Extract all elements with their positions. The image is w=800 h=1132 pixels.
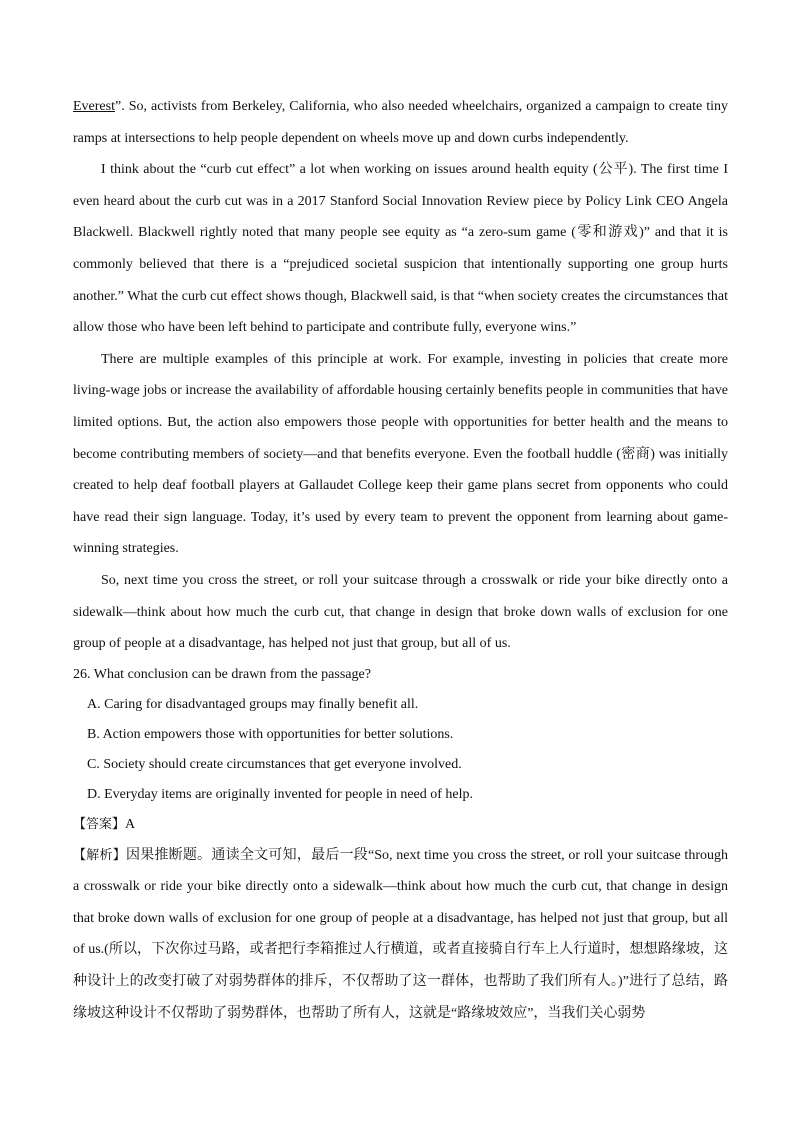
answer-line — [73, 810, 728, 840]
explanation-label: 【解析】 — [73, 847, 126, 863]
passage-paragraph-continued — [73, 91, 728, 154]
explanation — [73, 840, 728, 1030]
option-d: D. Everyday items are originally invented for people in need of help. — [87, 786, 474, 802]
answer-label: 【答案】 — [73, 816, 126, 832]
explanation-text: 因果推断题。通读全文可知，最后一段“So, next time you cross the street, or roll your suitcase through a crosswalk or ride your bike directly onto a sidewalk—think about how much the curb cut, that change in design that broke down walls of exclusion for one group of people at a disadvantage, has helped not just that group, but all of us.(所以，下次你过马路，或者把行李箱推过人行横道，或者直接骑自行车上人行道时，想想路缘坡，这种设计上的改变打破了对弱势群体的排斥，不仅帮助了这一群体，也帮助了我们所有人。)”进行了总结，路缘坡这种设计不仅帮助了弱势群体，也帮助了所有人，这就是“路缘坡效应”，当我们关心弱势 — [73, 847, 728, 1021]
paragraph-text: ”. So, activists from Berkeley, California, who also needed wheelchairs, organized a campaign to create tiny ramps at intersections to help people dependent on wheels move up and down curbs independently. — [73, 99, 728, 146]
question-stem: 26. What conclusion can be drawn from the passage? — [73, 666, 371, 682]
passage-paragraph: There are multiple examples of this principle at work. For example, investing in policies that create more living-wage jobs or increase the availability of affordable housing certainly benefits people in communities that have limited options. But, the action also empowers those people with opportunities for better health and the means to become contributing members of society—and that benefits everyone. Even the football huddle (密商) was initially created to help deaf football players at Gallaudet College keep their game plans secret from opponents who could have read their sign language. Today, it’s used by every team to prevent the opponent from learning about game-winning strategies. — [73, 351, 728, 557]
option-c: C. Society should create circumstances that get everyone involved. — [87, 756, 462, 772]
passage-paragraph: I think about the “curb cut effect” a lot when working on issues around health equity (公平). The first time I even heard about the curb cut was in a 2017 Stanford Social Innovation Review piece by Policy Link CEO Angela Blackwell. Blackwell rightly noted that many people see equity as “a zero-sum game (零和游戏)” and that it is commonly believed that there is a “prejudiced societal suspicion that intentionally supporting one group hurts another.” What the curb cut effect shows though, Blackwell said, is that “when society creates the circumstances that allow those who have been left behind to participate and contribute fully, everyone wins.” — [73, 162, 728, 336]
answer-value: A — [125, 816, 136, 832]
option-a: A. Caring for disadvantaged groups may finally benefit all. — [87, 696, 419, 712]
passage-paragraph: So, next time you cross the street, or roll your suitcase through a crosswalk or ride your bike directly onto a sidewalk—think about how much the curb cut, that change in design that broke down walls of exclusion for one group of people at a disadvantage, has helped not just that group, but all of us. — [73, 572, 728, 652]
underlined-word: Everest — [73, 99, 115, 114]
document-page — [73, 92, 728, 1029]
option-b: B. Action empowers those with opportunities for better solutions. — [87, 726, 454, 742]
